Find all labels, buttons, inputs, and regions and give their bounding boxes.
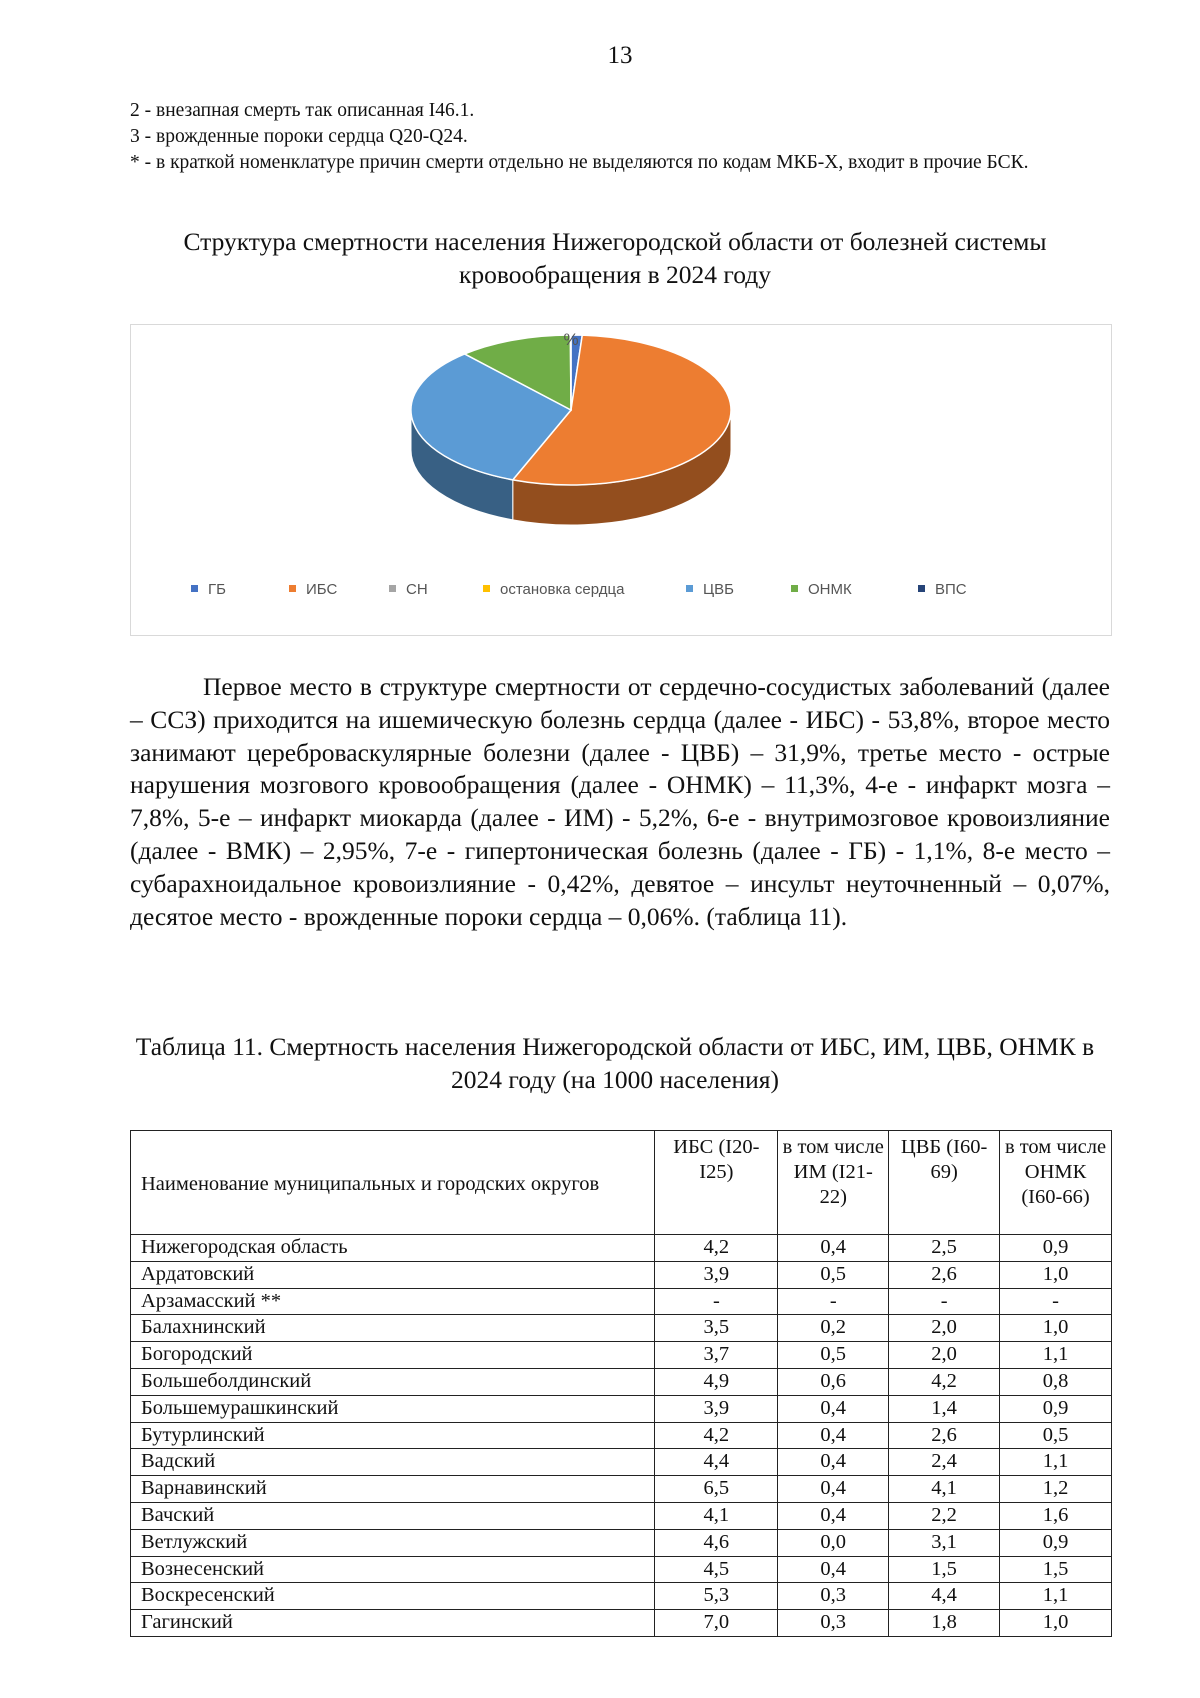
table-row bbox=[131, 1610, 1112, 1637]
value-cell: 4,1 bbox=[889, 1476, 1000, 1503]
value-cell: 2,5 bbox=[889, 1235, 1000, 1262]
legend-swatch bbox=[483, 585, 490, 592]
value-cell: 1,0 bbox=[1000, 1315, 1112, 1342]
municipality-name-cell: Гагинский bbox=[131, 1610, 655, 1637]
value-cell: 0,3 bbox=[778, 1610, 889, 1637]
value-cell: 4,1 bbox=[655, 1502, 778, 1529]
value-cell: 2,6 bbox=[889, 1422, 1000, 1449]
value-cell: 2,6 bbox=[889, 1261, 1000, 1288]
value-cell: 0,4 bbox=[778, 1556, 889, 1583]
table-row bbox=[131, 1288, 1112, 1315]
value-cell: 1,4 bbox=[889, 1395, 1000, 1422]
table-title: Таблица 11. Смертность населения Нижегородской области от ИБС, ИМ, ЦВБ, ОНМК в 2024 году (на 1000 населения) bbox=[135, 1032, 1095, 1094]
municipality-name-cell: Ардатовский bbox=[131, 1261, 655, 1288]
table-row bbox=[131, 1368, 1112, 1395]
value-cell: 1,1 bbox=[1000, 1342, 1112, 1369]
value-cell: 0,4 bbox=[778, 1449, 889, 1476]
legend-swatch bbox=[191, 585, 198, 592]
table-row bbox=[131, 1342, 1112, 1369]
municipality-name-cell: Вознесенский bbox=[131, 1556, 655, 1583]
value-cell: - bbox=[655, 1288, 778, 1315]
value-cell: 0,5 bbox=[1000, 1422, 1112, 1449]
legend-item bbox=[918, 581, 967, 598]
value-cell: 6,5 bbox=[655, 1476, 778, 1503]
value-cell: 0,2 bbox=[778, 1315, 889, 1342]
value-cell: 0,0 bbox=[778, 1529, 889, 1556]
table-row bbox=[131, 1422, 1112, 1449]
value-cell: 3,9 bbox=[655, 1395, 778, 1422]
value-cell: 4,5 bbox=[655, 1556, 778, 1583]
legend-label: ЦВБ bbox=[703, 581, 734, 598]
chart-title: Структура смертности населения Нижегородской области от болезней системы кровообращения в 2024 году bbox=[183, 227, 1047, 289]
pie-chart bbox=[130, 324, 1112, 636]
value-cell: 4,2 bbox=[655, 1235, 778, 1262]
footnote: 2 - внезапная смерть так описанная I46.1. bbox=[130, 100, 475, 121]
value-cell: 1,0 bbox=[1000, 1261, 1112, 1288]
legend-item bbox=[389, 581, 428, 598]
value-cell: 0,4 bbox=[778, 1476, 889, 1503]
page-number: 13 bbox=[607, 42, 633, 69]
table-row bbox=[131, 1395, 1112, 1422]
value-cell: 2,2 bbox=[889, 1502, 1000, 1529]
value-cell: 0,5 bbox=[778, 1342, 889, 1369]
table-body bbox=[131, 1235, 1112, 1637]
table-row bbox=[131, 1235, 1112, 1262]
value-cell: 1,8 bbox=[889, 1610, 1000, 1637]
value-cell: 0,4 bbox=[778, 1422, 889, 1449]
legend-label: СН bbox=[406, 581, 428, 598]
value-cell: 0,3 bbox=[778, 1583, 889, 1610]
footnotes bbox=[130, 98, 1080, 176]
value-cell: 3,5 bbox=[655, 1315, 778, 1342]
body-paragraph: Первое место в структуре смертности от сердечно-сосудистых заболеваний (далее – ССЗ) приходится на ишемическую болезнь сердца (далее - ИБС) - 53,8%, второе место занимают цереброваскулярные болезни (далее - ЦВБ) – 31,9%, третье место - острые нарушения мозгового кровообращения (далее - ОНМК) – 11,3%, 4-е - инфаркт мозга – 7,8%, 5-е – инфаркт миокарда (далее - ИМ) - 5,2%, 6-е - внутримозговое кровоизлияние (далее - ВМК) – 2,95%, 7-е - гипертоническая болезнь (далее - ГБ) - 1,1%, 8-е место – субарахноидальное кровоизлияние - 0,42%, девятое – инсульт неуточненный – 0,07%, десятое место - врожденные пороки сердца – 0,06%. (таблица 11). bbox=[130, 672, 1110, 931]
value-cell: - bbox=[1000, 1288, 1112, 1315]
value-cell: 1,5 bbox=[1000, 1556, 1112, 1583]
table-header-row bbox=[131, 1131, 1112, 1235]
value-cell: 2,0 bbox=[889, 1315, 1000, 1342]
municipality-name-cell: Ветлужский bbox=[131, 1529, 655, 1556]
value-cell: 0,9 bbox=[1000, 1395, 1112, 1422]
value-cell: 4,6 bbox=[655, 1529, 778, 1556]
value-cell: 4,2 bbox=[655, 1422, 778, 1449]
pie-chart-canvas bbox=[131, 325, 1111, 575]
value-cell: 0,9 bbox=[1000, 1235, 1112, 1262]
municipality-name-cell: Бутурлинский bbox=[131, 1422, 655, 1449]
pie-data-label: % bbox=[563, 330, 579, 349]
legend-swatch bbox=[289, 585, 296, 592]
value-cell: 5,3 bbox=[655, 1583, 778, 1610]
legend-label: ВПС bbox=[935, 581, 967, 598]
table-row bbox=[131, 1315, 1112, 1342]
value-cell: 1,2 bbox=[1000, 1476, 1112, 1503]
value-cell: 4,2 bbox=[889, 1368, 1000, 1395]
value-cell: 3,9 bbox=[655, 1261, 778, 1288]
value-cell: 1,6 bbox=[1000, 1502, 1112, 1529]
legend-label: ГБ bbox=[208, 581, 226, 598]
value-cell: 0,5 bbox=[778, 1261, 889, 1288]
municipality-name-cell: Воскресенский bbox=[131, 1583, 655, 1610]
legend-item bbox=[791, 581, 852, 598]
column-header-ibs: ИБС (I20-I25) bbox=[655, 1131, 778, 1235]
legend-label: ИБС bbox=[306, 581, 338, 598]
municipality-name-cell: Вадский bbox=[131, 1449, 655, 1476]
column-header-cvb: ЦВБ (I60-69) bbox=[889, 1131, 1000, 1235]
value-cell: 2,4 bbox=[889, 1449, 1000, 1476]
value-cell: 1,5 bbox=[889, 1556, 1000, 1583]
legend-swatch bbox=[918, 585, 925, 592]
mortality-table bbox=[130, 1130, 1112, 1637]
table-row bbox=[131, 1502, 1112, 1529]
value-cell: 1,1 bbox=[1000, 1449, 1112, 1476]
legend-swatch bbox=[791, 585, 798, 592]
municipality-name-cell: Балахнинский bbox=[131, 1315, 655, 1342]
table-row bbox=[131, 1476, 1112, 1503]
value-cell: - bbox=[889, 1288, 1000, 1315]
value-cell: - bbox=[778, 1288, 889, 1315]
column-header-name: Наименование муниципальных и городских округов bbox=[131, 1131, 655, 1235]
chart-legend bbox=[131, 581, 1111, 609]
legend-swatch bbox=[389, 585, 396, 592]
value-cell: 3,1 bbox=[889, 1529, 1000, 1556]
municipality-name-cell: Варнавинский bbox=[131, 1476, 655, 1503]
legend-item bbox=[289, 581, 337, 598]
municipality-name-cell: Вачский bbox=[131, 1502, 655, 1529]
legend-item bbox=[191, 581, 226, 598]
value-cell: 0,4 bbox=[778, 1502, 889, 1529]
legend-item bbox=[686, 581, 734, 598]
value-cell: 0,6 bbox=[778, 1368, 889, 1395]
municipality-name-cell: Большемурашкинский bbox=[131, 1395, 655, 1422]
municipality-name-cell: Нижегородская область bbox=[131, 1235, 655, 1262]
municipality-name-cell: Арзамасский ** bbox=[131, 1288, 655, 1315]
legend-label: остановка сердца bbox=[500, 581, 625, 598]
value-cell: 0,9 bbox=[1000, 1529, 1112, 1556]
municipality-name-cell: Большеболдинский bbox=[131, 1368, 655, 1395]
municipality-name-cell: Богородский bbox=[131, 1342, 655, 1369]
column-header-im: в том числе ИМ (I21-22) bbox=[778, 1131, 889, 1235]
footnote: * - в краткой номенклатуре причин смерти отдельно не выделяются по кодам МКБ-Х, входит в прочие БСК. bbox=[130, 152, 1029, 173]
legend-swatch bbox=[686, 585, 693, 592]
footnote: 3 - врожденные пороки сердца Q20-Q24. bbox=[130, 126, 468, 147]
legend-label: ОНМК bbox=[808, 581, 852, 598]
table-row bbox=[131, 1261, 1112, 1288]
value-cell: 3,7 bbox=[655, 1342, 778, 1369]
table-row bbox=[131, 1449, 1112, 1476]
table-row bbox=[131, 1556, 1112, 1583]
column-header-onmk: в том числе ОНМК (I60-66) bbox=[1000, 1131, 1112, 1235]
value-cell: 1,1 bbox=[1000, 1583, 1112, 1610]
value-cell: 0,8 bbox=[1000, 1368, 1112, 1395]
table-row bbox=[131, 1529, 1112, 1556]
value-cell: 7,0 bbox=[655, 1610, 778, 1637]
value-cell: 1,0 bbox=[1000, 1610, 1112, 1637]
value-cell: 4,4 bbox=[655, 1449, 778, 1476]
value-cell: 2,0 bbox=[889, 1342, 1000, 1369]
legend-item bbox=[483, 581, 624, 598]
value-cell: 4,9 bbox=[655, 1368, 778, 1395]
value-cell: 0,4 bbox=[778, 1235, 889, 1262]
value-cell: 4,4 bbox=[889, 1583, 1000, 1610]
table-row bbox=[131, 1583, 1112, 1610]
value-cell: 0,4 bbox=[778, 1395, 889, 1422]
